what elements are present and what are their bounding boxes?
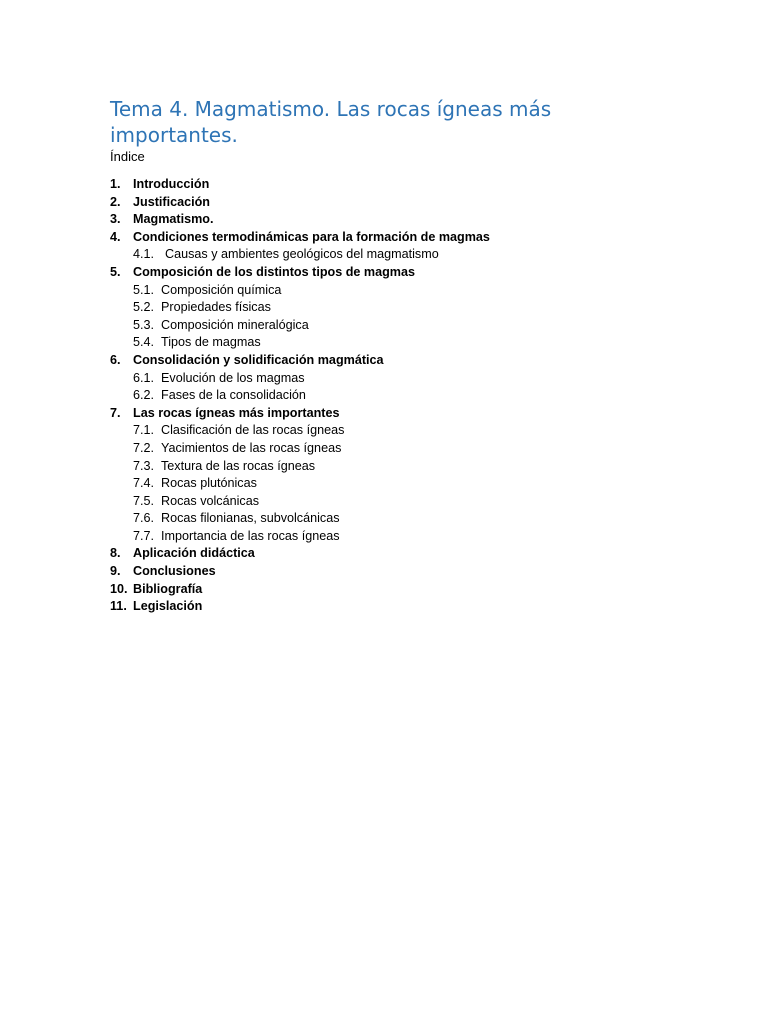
toc-item-text: Aplicación didáctica bbox=[133, 546, 255, 561]
toc-item-text: Introducción bbox=[133, 177, 210, 191]
toc-item-text: Causas y ambientes geológicos del magmatismo bbox=[165, 247, 439, 262]
toc-subsection bbox=[110, 282, 670, 300]
toc-item-text: Clasificación de las rocas ígneas bbox=[161, 423, 345, 438]
toc-item-number: 11. bbox=[110, 599, 127, 614]
toc-item-number: 5.3. bbox=[133, 317, 155, 332]
toc-subsection bbox=[110, 422, 670, 440]
toc-item-number: 10. bbox=[110, 581, 128, 596]
document-title: Tema 4. Magmatismo. Las rocas ígneas más importantes. bbox=[110, 97, 552, 147]
toc-item-number: 4. bbox=[110, 229, 121, 244]
toc-item-number: 7.7. bbox=[133, 528, 155, 543]
toc-item-number: 8. bbox=[110, 546, 121, 561]
toc-item-number: 6.2. bbox=[133, 388, 155, 403]
toc-item-text: Propiedades físicas bbox=[161, 300, 271, 315]
toc-subsection bbox=[110, 387, 670, 405]
toc-subsection bbox=[110, 493, 670, 511]
toc-section bbox=[110, 598, 670, 616]
toc-item-text: Importancia de las rocas ígneas bbox=[161, 528, 340, 543]
toc-item-text: Yacimientos de las rocas ígneas bbox=[161, 440, 342, 455]
toc-subsection bbox=[110, 458, 670, 476]
toc-subsection bbox=[110, 510, 670, 528]
toc-section bbox=[110, 581, 670, 599]
toc-section bbox=[110, 229, 670, 247]
toc-item-number: 6.1. bbox=[133, 370, 155, 385]
toc-item-text: Las rocas ígneas más importantes bbox=[133, 405, 340, 420]
toc-section bbox=[110, 194, 670, 212]
toc-item-text: Rocas plutónicas bbox=[161, 476, 257, 491]
toc-item-number: 9. bbox=[110, 564, 121, 579]
toc-item-text: Conclusiones bbox=[133, 564, 216, 579]
toc-subsection bbox=[110, 475, 670, 493]
toc-item-number: 7.4. bbox=[133, 476, 155, 491]
toc-item-text: Composición química bbox=[161, 282, 282, 297]
toc-item-number: 5.1. bbox=[133, 282, 155, 297]
toc-subsection bbox=[110, 440, 670, 458]
toc-subsection bbox=[110, 528, 670, 546]
toc-subsection bbox=[110, 246, 670, 264]
toc-subsection bbox=[110, 317, 670, 335]
toc-item-number: 5. bbox=[110, 264, 121, 279]
toc-item-number: 7.3. bbox=[133, 458, 155, 473]
toc-item-number: 1. bbox=[110, 177, 121, 191]
toc-subsection bbox=[110, 334, 670, 352]
toc-item-number: 6. bbox=[110, 352, 121, 367]
toc-item-number: 7.2. bbox=[133, 440, 155, 455]
toc-item-number: 7. bbox=[110, 405, 121, 420]
toc-item-number: 5.2. bbox=[133, 300, 155, 315]
toc-item-text: Rocas filonianas, subvolcánicas bbox=[161, 511, 340, 526]
toc-item-text: Condiciones termodinámicas para la formación de magmas bbox=[133, 229, 490, 244]
toc-section bbox=[110, 264, 670, 282]
table-of-contents bbox=[110, 176, 670, 616]
toc-item-number: 5.4. bbox=[133, 335, 155, 350]
toc-item-number: 7.6. bbox=[133, 511, 155, 526]
toc-item-text: Fases de la consolidación bbox=[161, 388, 306, 403]
toc-item-text: Composición de los distintos tipos de magmas bbox=[133, 264, 416, 279]
toc-item-text: Tipos de magmas bbox=[161, 335, 261, 350]
toc-section bbox=[110, 176, 670, 194]
toc-item-number: 7.1. bbox=[133, 423, 155, 438]
toc-section bbox=[110, 352, 670, 370]
toc-item-text: Textura de las rocas ígneas bbox=[161, 458, 316, 473]
toc-item-number: 4.1. bbox=[133, 247, 155, 262]
toc-item-text: Evolución de los magmas bbox=[161, 370, 305, 385]
toc-item-text: Legislación bbox=[133, 599, 203, 614]
toc-item-text: Composición mineralógica bbox=[161, 317, 309, 332]
toc-item-text: Bibliografía bbox=[133, 581, 203, 596]
index-label: Índice bbox=[110, 149, 145, 164]
toc-item-text: Justificación bbox=[133, 194, 210, 209]
toc-subsection bbox=[110, 370, 670, 388]
toc-item-number: 3. bbox=[110, 212, 121, 227]
toc-section bbox=[110, 211, 670, 229]
toc-section bbox=[110, 405, 670, 423]
toc-item-number: 7.5. bbox=[133, 493, 155, 508]
toc-subsection bbox=[110, 299, 670, 317]
toc-item-number: 2. bbox=[110, 194, 121, 209]
toc-section bbox=[110, 563, 670, 581]
toc-section bbox=[110, 545, 670, 563]
toc-item-text: Consolidación y solidificación magmática bbox=[133, 352, 384, 367]
toc-item-text: Magmatismo. bbox=[133, 212, 214, 227]
toc-item-text: Rocas volcánicas bbox=[161, 493, 259, 508]
